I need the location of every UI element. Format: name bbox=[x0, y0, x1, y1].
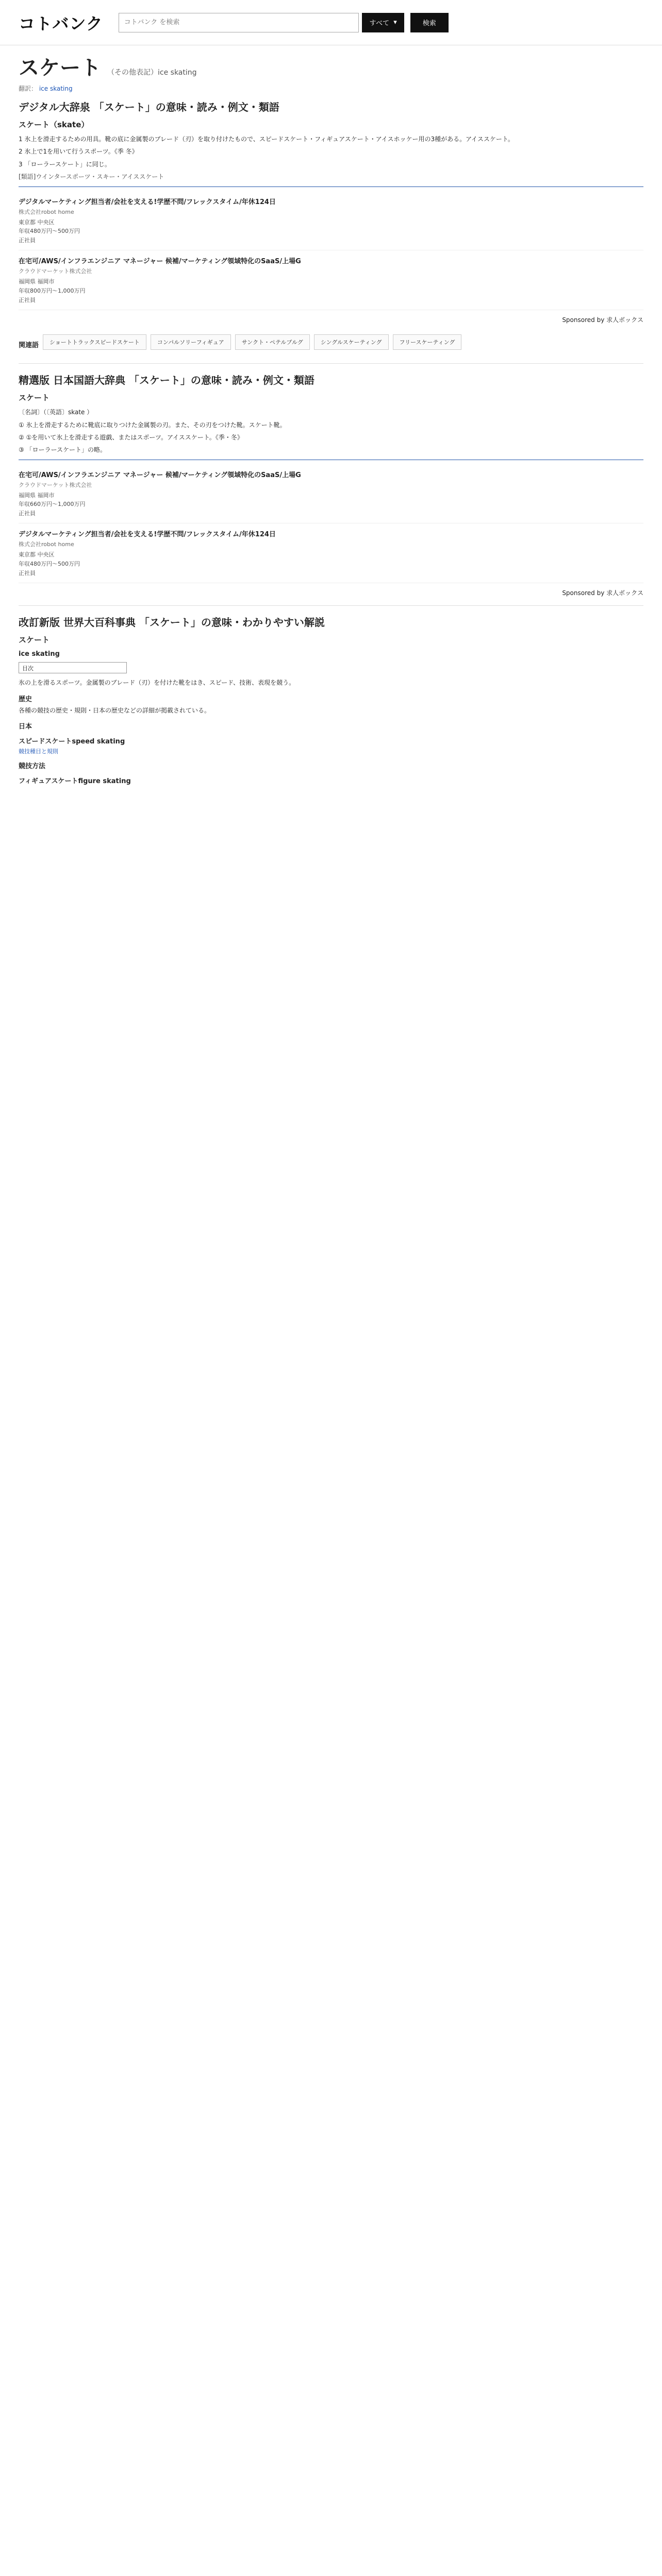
dict2-def: ② ①を用いて氷上を滑走する遊戯、またはスポーツ。アイススケート。《季・冬》 bbox=[19, 433, 243, 441]
job-meta bbox=[19, 277, 643, 304]
job-title: デジタルマーケティング担当者/会社を支える!学歴不問/フレックスタイム/年休124日 bbox=[19, 531, 276, 539]
dict3-word: スケート bbox=[19, 635, 50, 645]
dict3-sub: ice skating bbox=[19, 650, 60, 658]
kind-heading: 競技方法 bbox=[19, 762, 46, 771]
history-heading: 歴史 bbox=[19, 695, 32, 703]
search-area bbox=[119, 13, 449, 32]
job-location: 東京都 中央区 bbox=[19, 551, 55, 558]
sponsor-label: Sponsored by 求人ボックス bbox=[562, 589, 643, 597]
speed-heading: スピードスケートspeed skating bbox=[19, 738, 125, 746]
tags-label: 関連語 bbox=[19, 342, 39, 350]
translation bbox=[19, 84, 643, 93]
tag[interactable]: フリースケーティング bbox=[393, 334, 462, 350]
job-location: 福岡県 福岡市 bbox=[19, 492, 55, 499]
job-salary: 年収800万円～1,000万円 bbox=[19, 287, 86, 294]
search-scope-dropdown[interactable] bbox=[362, 13, 404, 32]
job-card[interactable] bbox=[19, 523, 643, 583]
japan-heading: 日本 bbox=[19, 723, 32, 731]
job-location: 東京都 中央区 bbox=[19, 218, 55, 226]
page-title-yomi: （その他表記）ice skating bbox=[107, 69, 197, 77]
dict2-def: ③ 「ローラースケート」の略。 bbox=[19, 446, 106, 454]
job-meta bbox=[19, 491, 643, 518]
job-title: 在宅可/AWS/インフラエンジニア マネージャー 候補/マーケティング領域特化のSaaS/上場G bbox=[19, 258, 301, 266]
divider bbox=[19, 363, 643, 364]
job-card[interactable] bbox=[19, 250, 643, 310]
job-company: クラウドマーケット株式会社 bbox=[19, 268, 92, 275]
dict1-related: [類語]ウインタースポーツ・スキー・アイススケート bbox=[19, 173, 164, 181]
dict2-def: ① 氷上を滑走するために靴底に取りつけた金属製の刃。また、その刃をつけた靴。スケート靴。 bbox=[19, 421, 286, 429]
sponsor-label: Sponsored by 求人ボックス bbox=[562, 316, 643, 324]
job-card[interactable] bbox=[19, 464, 643, 524]
job-type: 正社員 bbox=[19, 236, 36, 244]
job-company: 株式会社robot home bbox=[19, 541, 74, 548]
dict2-word: スケート bbox=[19, 393, 50, 403]
job-location: 福岡県 福岡市 bbox=[19, 278, 55, 285]
dict1-title: デジタル大辞泉 「スケート」の意味・読み・例文・類語 bbox=[19, 101, 279, 113]
chevron-down-icon: ▾ bbox=[393, 19, 397, 26]
dict3-cols: 各種の競技の歴史・規則・日本の歴史などの詳細が掲載されている。 bbox=[19, 706, 211, 714]
site-logo[interactable]: コトバンク bbox=[19, 13, 103, 33]
toc-select[interactable]: 目次 bbox=[19, 662, 127, 673]
job-company: 株式会社robot home bbox=[19, 208, 74, 215]
page-title bbox=[19, 52, 643, 81]
job-company: クラウドマーケット株式会社 bbox=[19, 481, 92, 488]
search-button[interactable]: 検索 bbox=[410, 13, 449, 32]
job-list-2 bbox=[19, 464, 643, 584]
page-title-word: スケート bbox=[19, 56, 101, 80]
header bbox=[0, 0, 662, 45]
dict1-def-1: 1 氷上を滑走するための用具。靴の底に金属製のブレード（刃）を取り付けたもので、スピードスケート・フィギュアスケート・アイスホッケー用の3種がある。アイススケート。 bbox=[19, 135, 514, 143]
main-content bbox=[0, 52, 662, 785]
dict1-def-3: 3 「ローラースケート」に同じ。 bbox=[19, 160, 111, 168]
search-input[interactable] bbox=[119, 13, 359, 32]
tag[interactable]: サンクト・ペテルブルグ bbox=[235, 334, 310, 350]
job-type: 正社員 bbox=[19, 510, 36, 517]
divider bbox=[19, 605, 643, 606]
job-list-1 bbox=[19, 191, 643, 311]
job-type: 正社員 bbox=[19, 569, 36, 577]
job-salary: 年収480万円～500万円 bbox=[19, 561, 80, 568]
scope-label: すべて bbox=[369, 20, 390, 27]
job-meta bbox=[19, 218, 643, 245]
job-card[interactable] bbox=[19, 191, 643, 251]
translation-link[interactable]: ice skating bbox=[39, 85, 73, 92]
job-meta bbox=[19, 550, 643, 578]
dict2-def: 〔名詞〕（〔英語〕skate ） bbox=[19, 409, 93, 416]
dict1-def-2: 2 氷上で1を用いて行うスポーツ。《季 冬》 bbox=[19, 148, 138, 156]
dict2-title: 精選版 日本国語大辞典 「スケート」の意味・読み・例文・類語 bbox=[19, 374, 315, 387]
job-salary: 年収660万円～1,000万円 bbox=[19, 501, 86, 508]
dict3-para: 氷の上を滑るスポーツ。金属製のブレード（刃）を付けた靴をはき、スピード、技術、表現を競う。 bbox=[19, 679, 295, 687]
related-tags bbox=[19, 329, 643, 355]
figure-heading: フィギュアスケートfigure skating bbox=[19, 777, 131, 786]
translation-label: 翻訳： bbox=[19, 85, 38, 92]
job-salary: 年収480万円～500万円 bbox=[19, 228, 80, 235]
job-title: 在宅可/AWS/インフラエンジニア マネージャー 候補/マーケティング領域特化のSaaS/上場G bbox=[19, 471, 301, 479]
job-title: デジタルマーケティング担当者/会社を支える!学歴不問/フレックスタイム/年休124日 bbox=[19, 198, 276, 206]
tag[interactable]: ショートトラックスピードスケート bbox=[43, 334, 146, 350]
rule-link[interactable]: 競技種目と規則 bbox=[19, 748, 58, 755]
dict1-word: スケート（skate） bbox=[19, 120, 89, 129]
job-type: 正社員 bbox=[19, 296, 36, 303]
tag[interactable]: シングルスケーティング bbox=[314, 334, 389, 350]
dict3-title: 改訂新版 世界大百科事典 「スケート」の意味・わかりやすい解説 bbox=[19, 616, 325, 629]
tag[interactable]: コンパルソリーフィギュア bbox=[151, 334, 231, 350]
